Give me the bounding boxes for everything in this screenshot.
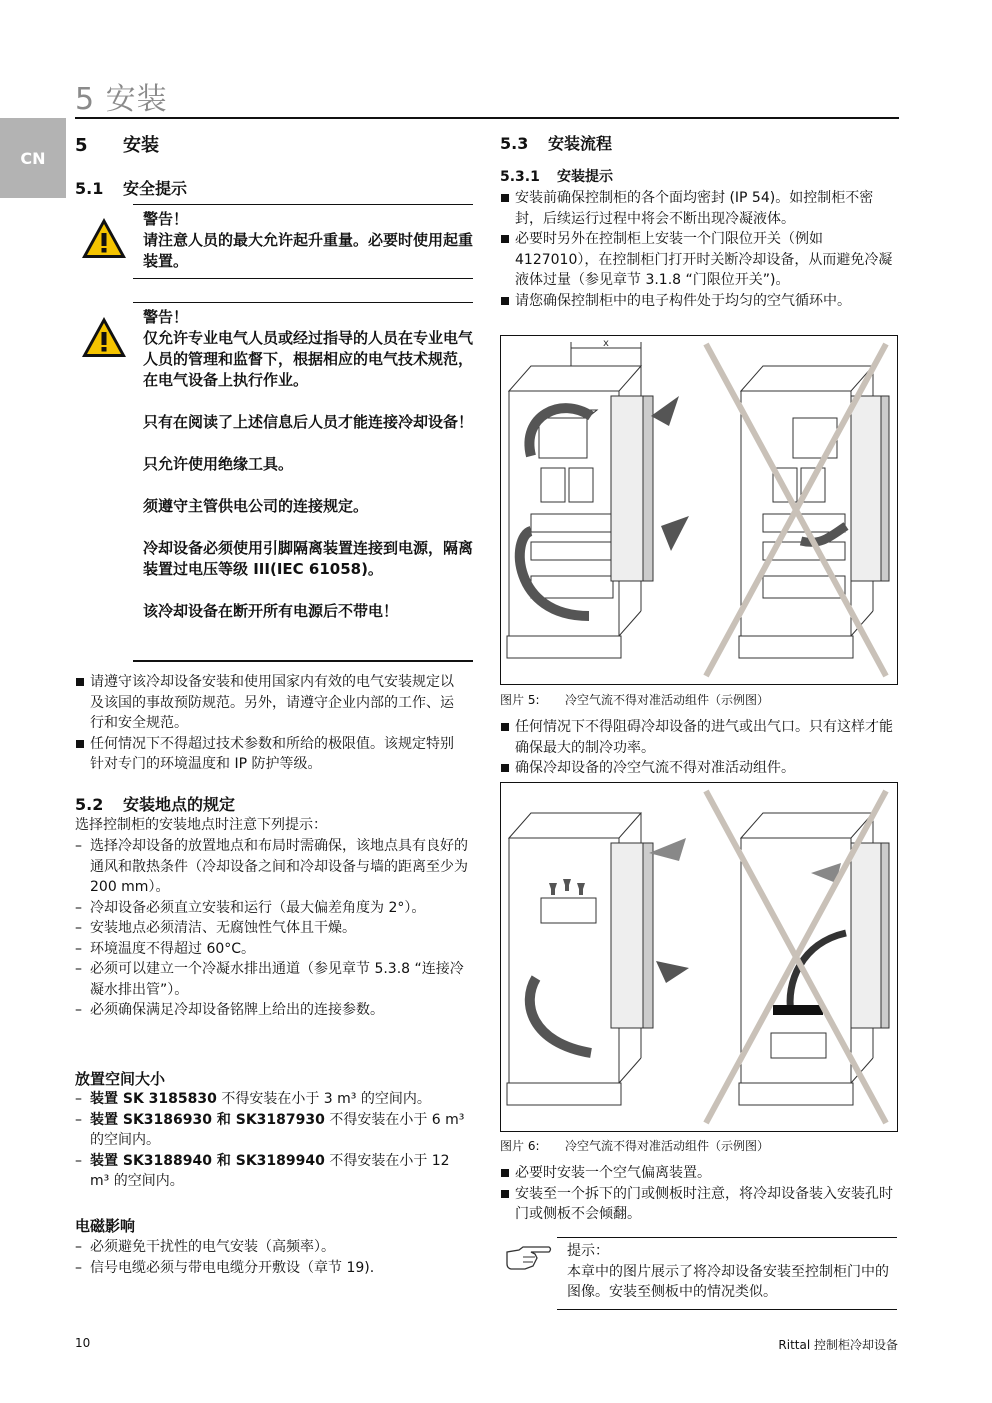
figure-label: 图片 6: xyxy=(500,1139,540,1153)
warning-triangle-icon xyxy=(80,315,128,363)
warning-paragraph: 仅允许专业电气人员或经过指导的人员在专业电气人员的管理和监督下，根据相应的电气技术规范，在电气设备上执行作业。 xyxy=(143,329,474,389)
figure-caption-text: 冷空气流不得对准活动组件（示例图） xyxy=(565,1139,770,1153)
list-item xyxy=(75,1151,470,1192)
figure-5-illustration xyxy=(501,336,897,684)
note-label: 提示： xyxy=(567,1243,609,1259)
section-title: 安装流程 xyxy=(548,134,613,153)
installation-bullet-list xyxy=(500,1163,898,1225)
warning-box-1 xyxy=(133,204,473,279)
device-model: 装置 SK3186930 和 SK3187930 xyxy=(90,1111,325,1128)
list-item: 请您确保控制柜中的电子构件处于均匀的空气循环中。 xyxy=(500,291,898,312)
emc-heading: 电磁影响 xyxy=(75,1217,136,1235)
list-item: 安装前确保控制柜的各个面均密封 (IP 54)。如控制柜不密封，后续运行过程中将会不断出现冷凝液体。 xyxy=(500,188,898,229)
section-5-2-heading xyxy=(75,792,235,815)
section-number: 5.2 xyxy=(75,795,104,814)
warning-paragraph: 该冷却设备在断开所有电源后不带电！ xyxy=(143,602,399,620)
warning-paragraph: 只允许使用绝缘工具。 xyxy=(143,455,294,473)
figure-6 xyxy=(500,782,898,1132)
warning-paragraph: 冷却设备必须使用引脚隔离装置连接到电源，隔离装置过电压等级 III(IEC 61058)。 xyxy=(143,539,474,578)
figure-5-caption xyxy=(500,691,769,708)
section-5-1-heading xyxy=(75,176,187,199)
figure-6-illustration xyxy=(501,783,897,1131)
warning-box-2-bottom-rule xyxy=(133,660,473,662)
figure-caption-text: 冷空气流不得对准活动组件（示例图） xyxy=(565,693,770,707)
list-item: – 冷却设备必须直立安装和运行（最大偏差角度为 2°）。 xyxy=(75,898,470,919)
dimension-label: x xyxy=(603,338,609,349)
space-requirement: 不得安装在小于 6 m³ 的空间内。 xyxy=(90,1111,465,1148)
warning-triangle-icon xyxy=(80,216,128,264)
section-title: 安装 xyxy=(123,135,159,156)
warning-label: 警告！ xyxy=(143,308,189,326)
pointing-hand-icon xyxy=(503,1244,553,1278)
page-number: 10 xyxy=(75,1336,91,1350)
warning-paragraph: 须遵守主管供电公司的连接规定。 xyxy=(143,497,369,515)
warning-paragraph: 只有在阅读了上述信息后人员才能连接冷却设备！ xyxy=(143,413,474,431)
airflow-bullet-list xyxy=(500,717,898,779)
emc-list xyxy=(75,1237,470,1278)
note-text: 本章中的图片展示了将冷却设备安装至控制柜门中的图像。安装至侧板中的情况类似。 xyxy=(567,1263,889,1300)
figure-5 xyxy=(500,335,898,685)
list-item: 任何情况下不得超过技术参数和所给的极限值。该规定特别针对专门的环境温度和 IP 防护等级。 xyxy=(75,734,465,775)
footer-brand: Rittal 控制柜冷却设备 xyxy=(778,1338,898,1352)
safety-bullet-list xyxy=(75,672,465,775)
list-item: – 环境温度不得超过 60°C。 xyxy=(75,939,470,960)
section-5-heading xyxy=(75,131,159,157)
section-number: 5.3 xyxy=(500,134,529,153)
list-item: 安装至一个拆下的门或侧板时注意，将冷却设备装入安装孔时门或侧板不会倾翻。 xyxy=(500,1184,898,1225)
list-item xyxy=(75,1089,470,1110)
note-box xyxy=(557,1237,897,1310)
list-item: – 安装地点必须清洁、无腐蚀性气体且干燥。 xyxy=(75,918,470,939)
list-item: 请遵守该冷却设备安装和使用国家内有效的电气安装规定以及该国的事故预防规范。另外，请遵守企业内部的工作、运行和安全规范。 xyxy=(75,672,465,734)
list-item: – 必须避免干扰性的电气安装（高频率）。 xyxy=(75,1237,470,1258)
section-5-3-1-heading xyxy=(500,166,613,186)
language-tab: CN xyxy=(0,118,66,198)
list-item: 确保冷却设备的冷空气流不得对准活动组件。 xyxy=(500,758,898,779)
list-item: – 必须可以建立一个冷凝水排出通道（参见章节 5.3.8 “连接冷凝水排出管”）。 xyxy=(75,959,470,1000)
device-model: 装置 SK 3185830 xyxy=(90,1091,217,1107)
device-model: 装置 SK3188940 和 SK3189940 xyxy=(90,1152,325,1169)
space-list xyxy=(75,1089,470,1192)
figure-label: 图片 5: xyxy=(500,693,540,707)
list-item: 必要时安装一个空气偏离装置。 xyxy=(500,1163,898,1184)
space-heading: 放置空间大小 xyxy=(75,1070,166,1088)
section-title: 安全提示 xyxy=(123,179,188,198)
warning-label: 警告！ xyxy=(143,210,189,228)
list-item: – 选择冷却设备的放置地点和布局时需确保，该地点具有良好的通风和散热条件（冷却设备之间和冷却设备与墙的距离至少为 200 mm）。 xyxy=(75,836,470,898)
header-rule xyxy=(75,117,899,119)
list-item: 必要时另外在控制柜上安装一个门限位开关（例如 4127010），在控制柜门打开时关断冷却设备，从而避免冷凝液体过量（参见章节 3.1.8 “门限位开关”)。 xyxy=(500,229,898,291)
chapter-title: 5 安装 xyxy=(75,82,168,117)
section-title: 安装提示 xyxy=(557,169,613,185)
section-title: 安装地点的规定 xyxy=(123,795,236,814)
section-number: 5.3.1 xyxy=(500,169,540,185)
section-5-2-intro: 选择控制柜的安装地点时注意下列提示： xyxy=(75,817,327,833)
space-requirement: 不得安装在小于 3 m³ 的空间内。 xyxy=(216,1091,431,1107)
warning-text: 请注意人员的最大允许起升重量。必要时使用起重装置。 xyxy=(143,231,474,270)
warning-box-2 xyxy=(133,302,473,628)
list-item xyxy=(75,1110,470,1151)
site-requirements-list xyxy=(75,836,470,1021)
section-5-3-heading xyxy=(500,131,612,154)
section-number: 5 xyxy=(75,135,88,156)
list-item: – 必须确保满足冷却设备铭牌上给出的连接参数。 xyxy=(75,1000,470,1021)
installation-notes-list xyxy=(500,188,898,311)
list-item: – 信号电缆必须与带电电缆分开敷设（章节 19). xyxy=(75,1258,470,1279)
figure-6-caption xyxy=(500,1137,769,1154)
list-item: 任何情况下不得阻碍冷却设备的进气或出气口。只有这样才能确保最大的制冷功率。 xyxy=(500,717,898,758)
space-requirement: 不得安装在小于 12 m³ 的空间内。 xyxy=(90,1152,450,1189)
section-number: 5.1 xyxy=(75,179,104,198)
